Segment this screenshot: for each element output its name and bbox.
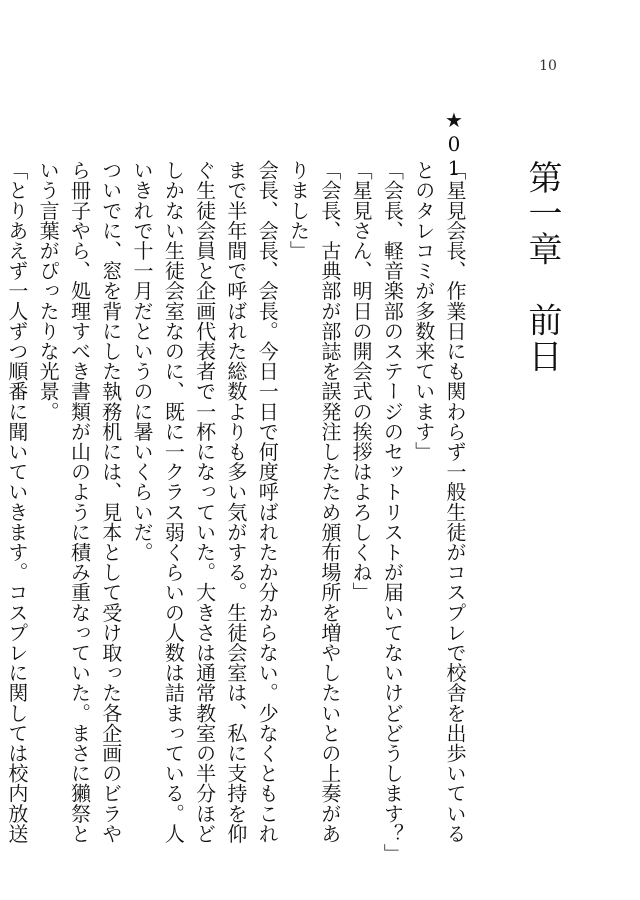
paragraph: 「星見会長、作業日にも関わらず一般生徒がコスプレで校舎を出歩いているとのタレコミが多数来ています」 xyxy=(411,160,467,844)
paragraph: 「会長、軽音楽部のステージのセットリストが届いてないけどどうします？」 xyxy=(380,160,405,864)
paragraph: ついでに、窓を背にした執務机には、見本として受け取った各企画のビラやら冊子やら、処理すべき書類が山のように積み重なっていた。まさに獺祭という言葉がぴったりな光景。 xyxy=(36,160,123,844)
paragraph: 「会長、古典部が部誌を誤発注したため頒布場所を増やしたいとの上奏がありました」 xyxy=(286,160,342,844)
chapter-title: 第一章 前日 xyxy=(522,160,562,375)
section-heading: ★01 xyxy=(442,108,466,180)
paragraph: 「とりあえず一人ずつ順番に聞いていきます。コスプレに関しては校内放送 xyxy=(4,160,29,844)
page-number: 10 xyxy=(539,58,557,74)
body-text xyxy=(4,160,470,864)
paragraph: 「星見さん、明日の開会式の挨拶はよろしくね」 xyxy=(349,160,374,603)
paragraph: 会長、会長、会長。今日一日で何度呼ばれたか分からない。少なくともこれまで半年間で呼ばれた総数よりも多い気がする。生徒会室は、私に支持を仰ぐ生徒会員と企画代表者で一杯になっていた。大きさは通常教室の半分ほどしかない生徒会室なのに、既に一クラス弱くらいの人数は詰まっている。人いきれで十一月だというのに暑いくらいだ。 xyxy=(130,160,280,844)
